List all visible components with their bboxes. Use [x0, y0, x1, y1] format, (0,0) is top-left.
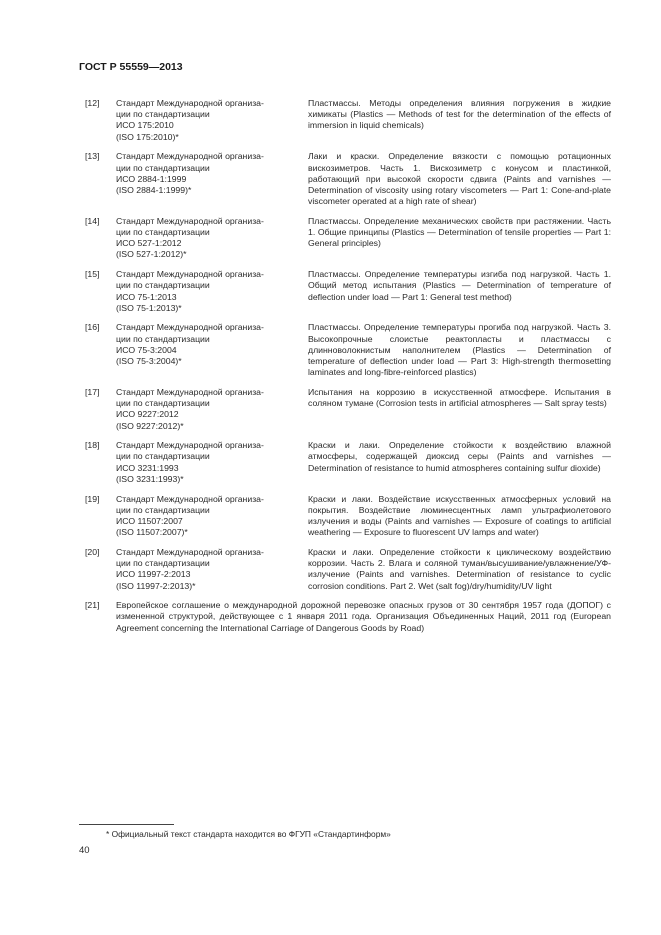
reference-organization [116, 322, 308, 378]
reference-entry [85, 151, 611, 207]
organization-line: (ISO 3231:1993)* [116, 473, 184, 484]
organization-line: (ISO 11997-2:2013)* [116, 580, 196, 591]
reference-number: [16] [85, 322, 100, 333]
organization-line: (ISO 9227:2012)* [116, 420, 184, 431]
organization-line: ИСО 9227:2012 [116, 409, 179, 420]
organization-line: ции по стандартизации [116, 280, 210, 291]
reference-entry [85, 547, 611, 592]
reference-number: [20] [85, 546, 100, 557]
organization-line: ции по стандартизации [116, 451, 210, 462]
reference-organization [116, 547, 308, 592]
reference-entry [85, 322, 611, 378]
reference-number: [18] [85, 440, 100, 451]
organization-line: ции по стандартизации [116, 504, 210, 515]
organization-line: (ISO 175:2010)* [116, 131, 179, 142]
reference-entry [85, 269, 611, 314]
reference-title: Краски и лаки. Воздействие искусственных атмосферных условий на покрытия. Воздействие люминесцентных ламп ультрафиолетового излучения и воды (Paints and varnishes — Exposure of coatings to artificial weathering — Exposure to fluorescent UV lamps and water) [308, 493, 611, 538]
reference-number: [19] [85, 493, 100, 504]
reference-number: [17] [85, 386, 100, 397]
organization-line: ИСО 11507:2007 [116, 516, 183, 526]
reference-title: Краски и лаки. Определение стойкости к циклическому воздействию коррозии. Часть 2. Влага и соляной туман/высушивание/увлажнение/УФ-излучение (Paints and varnishes. Determination of resistance to cyclic corrosion conditions. Part 2. Wet (salt fog)/dry/humidity/UV light [308, 546, 611, 591]
reference-organization [116, 269, 308, 314]
reference-title: Пластмассы. Определение температуры прогиба под нагрузкой. Часть 3. Высокопрочные слоистые реактопласты и пластмассы с длинноволокнистым наполнителем (Plastics — Determination of temperature of deflection under load — Part 3: High-strength thermosetting laminates and long-fibre-reinforced plastics) [308, 322, 611, 378]
reference-entry [85, 494, 611, 539]
organization-line: Стандарт Международной организа- [116, 322, 264, 333]
organization-line: ции по стандартизации [116, 558, 210, 569]
reference-organization [116, 216, 308, 261]
footnote-divider [79, 824, 174, 825]
reference-title: Пластмассы. Определение механических свойств при растяжении. Часть 1. Общие принципы (Plastics — Determination of tensile properties — Part 1: General principles) [308, 215, 611, 249]
organization-line: (ISO 75-1:2013)* [116, 302, 182, 313]
organization-line: ИСО 75-3:2004 [116, 344, 177, 355]
reference-title: Краски и лаки. Определение стойкости к воздействию влажной атмосферы, содержащей диоксид серы (Paints and varnishes — Determination of resistance to humid atmospheres containing sulfur dioxide) [308, 440, 611, 473]
reference-entry [85, 387, 611, 432]
reference-entry [85, 440, 611, 485]
reference-organization [116, 440, 308, 485]
organization-line: ИСО 11997-2:2013 [116, 569, 191, 580]
organization-line: (ISO 527-1:2012)* [116, 249, 187, 260]
reference-organization [116, 98, 308, 143]
reference-entry [85, 98, 611, 143]
organization-line: ИСО 175:2010 [116, 120, 174, 131]
organization-line: (ISO 2884-1:1999)* [116, 184, 192, 195]
organization-line: Стандарт Международной организа- [116, 386, 264, 397]
reference-title: Испытания на коррозию в искусственной атмосфере. Испытания в соляном тумане (Corrosion tests in artificial atmospheres — Salt spray tests) [308, 386, 611, 409]
organization-line: ИСО 2884-1:1999 [116, 173, 187, 184]
organization-line: Стандарт Международной организа- [116, 440, 264, 451]
reference-organization [116, 494, 308, 539]
organization-line: ции по стандартизации [116, 162, 210, 173]
reference-number: [13] [85, 151, 100, 162]
reference-title: Лаки и краски. Определение вязкости с помощью ротационных вискозиметров. Часть 1. Вискозиметр с конусом и пластинкой, работающий при высокой скорости сдвига (Paints and varnishes — Determination of viscosity using rotary viscometers — Part 1: Cone-and-plate viscometer operated at a high rate of shear) [308, 151, 611, 207]
reference-text: Европейское соглашение о международной дорожной перевозке опасных грузов от 30 сентября 1957 года (ДОПОГ) с измененной структурой, действующее с 1 января 2011 года. Организация Объединенных Наций, 2011 год (European Agreement concerning the International Carriage of Dangerous Goods by Road) [116, 600, 611, 633]
reference-title: Пластмассы. Методы определения влияния погружения в жидкие химикаты (Plastics — Methods of test for the determination of the effects of immersion in liquid chemicals) [308, 98, 611, 131]
reference-organization [116, 151, 308, 207]
organization-line: ИСО 527-1:2012 [116, 238, 182, 249]
document-header: ГОСТ Р 55559—2013 [79, 61, 183, 73]
reference-number: [15] [85, 269, 100, 280]
page-number: 40 [79, 845, 90, 856]
organization-line: (ISO 11507:2007)* [116, 527, 188, 538]
reference-organization [116, 387, 308, 432]
reference-list [85, 98, 611, 634]
organization-line: Стандарт Международной организа- [116, 151, 264, 162]
reference-number: [14] [85, 215, 100, 226]
organization-line: ции по стандартизации [116, 398, 210, 409]
organization-line: Стандарт Международной организа- [116, 215, 264, 226]
organization-line: ИСО 3231:1993 [116, 462, 179, 473]
organization-line: ции по стандартизации [116, 109, 210, 120]
reference-title: Пластмассы. Определение температуры изгиба под нагрузкой. Часть 1. Общий метод испытания (Plastics — Determination of temperature of deflection under load — Part 1: General test method) [308, 269, 611, 302]
organization-line: ИСО 75-1:2013 [116, 291, 177, 302]
organization-line: Стандарт Международной организа- [116, 98, 264, 108]
organization-line: ции по стандартизации [116, 333, 210, 344]
organization-line: Стандарт Международной организа- [116, 546, 264, 557]
reference-number: [12] [85, 98, 100, 108]
footnote: * Официальный текст стандарта находится во ФГУП «Стандартинформ» [106, 829, 391, 839]
reference-number: [21] [85, 600, 100, 611]
organization-line: Стандарт Международной организа- [116, 269, 264, 280]
organization-line: Стандарт Международной организа- [116, 493, 264, 504]
reference-entries [85, 98, 611, 592]
reference-entry-21 [85, 600, 611, 634]
organization-line: (ISO 75-3:2004)* [116, 356, 182, 367]
organization-line: ции по стандартизации [116, 227, 210, 238]
reference-entry [85, 216, 611, 261]
